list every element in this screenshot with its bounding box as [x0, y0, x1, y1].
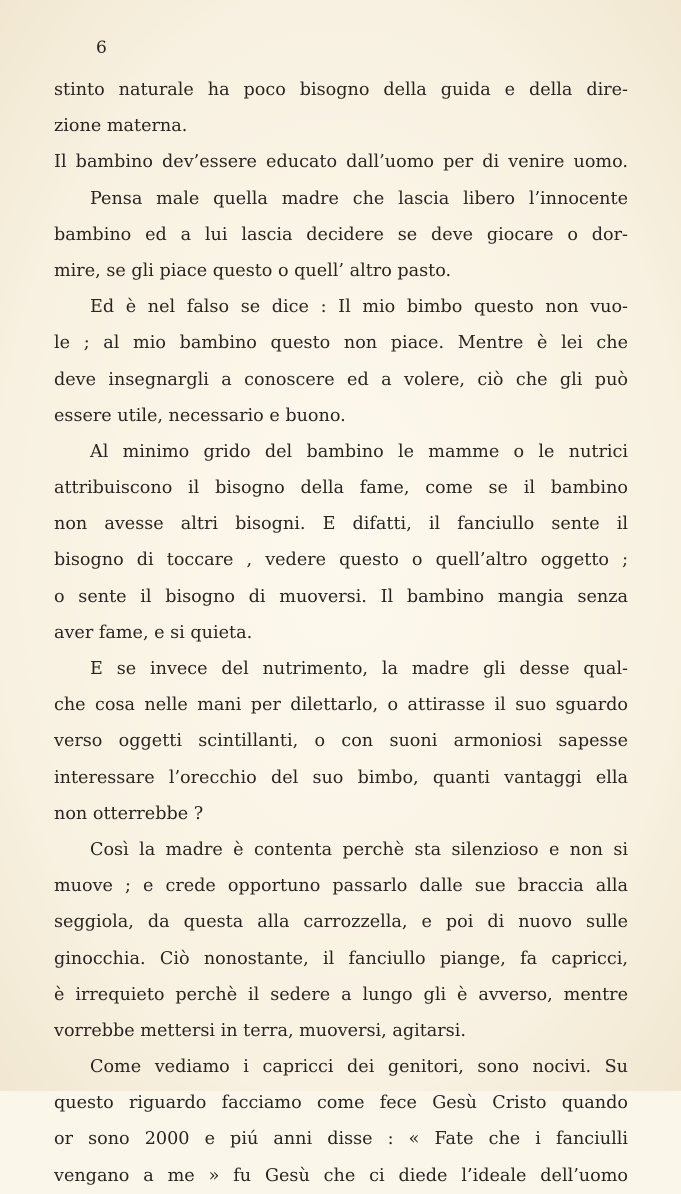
text-line: Il bambino dev’essere educato dall’uomo per di venire uomo.	[54, 152, 628, 173]
text-line: deve insegnargli a conoscere ed a volere, ciò che gli può	[54, 369, 628, 390]
text-line: Come vediamo i capricci dei genitori, sono nocivi. Su	[90, 1057, 628, 1078]
text-line: Pensa male quella madre che lascia libero l’innocente	[90, 188, 628, 209]
text-line: le ; al mio bambino questo non piace. Mentre è lei che	[54, 333, 628, 354]
text-line: mire, se gli piace questo o quell’ altro pasto.	[54, 260, 452, 281]
text-line: or sono 2000 e piú anni disse : « Fate che i fanciulli	[54, 1129, 628, 1150]
text-line: muove ; e crede opportuno passarlo dalle sue braccia alla	[54, 876, 628, 897]
body-text	[54, 72, 628, 1194]
text-line: attribuiscono il bisogno della fame, come se il bambino	[54, 478, 628, 499]
text-line: Così la madre è contenta perchè sta silenzioso e non si	[90, 839, 628, 860]
text-line: vorrebbe mettersi in terra, muoversi, agitarsi.	[54, 1020, 466, 1041]
text-line: vengano a me » fu Gesù che ci diede l’ideale dell’uomo	[54, 1165, 628, 1186]
text-line: che cosa nelle mani per dilettarlo, o attirasse il suo sguardo	[54, 695, 628, 716]
text-line: verso oggetti scintillanti, o con suoni armoniosi sapesse	[54, 731, 628, 752]
text-line: E se invece del nutrimento, la madre gli desse qual-	[90, 659, 628, 679]
text-line: essere utile, necessario e buono.	[54, 405, 346, 426]
text-line: Al minimo grido del bambino le mamme o le nutrici	[90, 441, 628, 462]
text-line: non avesse altri bisogni. E difatti, il fanciullo sente il	[54, 514, 628, 535]
page-number: 6	[96, 38, 107, 58]
text-line: aver fame, e si quieta.	[54, 622, 253, 643]
text-line: bisogno di toccare , vedere questo o quell’altro oggetto ;	[54, 550, 628, 571]
text-line: seggiola, da questa alla carrozzella, e poi di nuovo sulle	[54, 912, 628, 933]
text-line: ginocchia. Ciò nonostante, il fanciullo piange, fa capricci,	[54, 948, 628, 969]
text-line: bambino ed a lui lascia decidere se deve giocare o dor-	[54, 224, 628, 245]
text-line: interessare l’orecchio del suo bimbo, quanti vantaggi ella	[54, 767, 628, 788]
text-line: non otterrebbe ?	[54, 803, 204, 824]
text-line: o sente il bisogno di muoversi. Il bambino mangia senza	[54, 586, 628, 607]
text-line: zione materna.	[54, 116, 188, 137]
text-line: questo riguardo facciamo come fece Gesù Cristo quando	[54, 1093, 628, 1114]
text-line: Ed è nel falso se dice : Il mio bimbo questo non vuo-	[90, 297, 628, 318]
text-line: stinto naturale ha poco bisogno della guida e della dire-	[54, 80, 628, 100]
text-line: è irrequieto perchè il sedere a lungo gli è avverso, mentre	[54, 984, 628, 1005]
